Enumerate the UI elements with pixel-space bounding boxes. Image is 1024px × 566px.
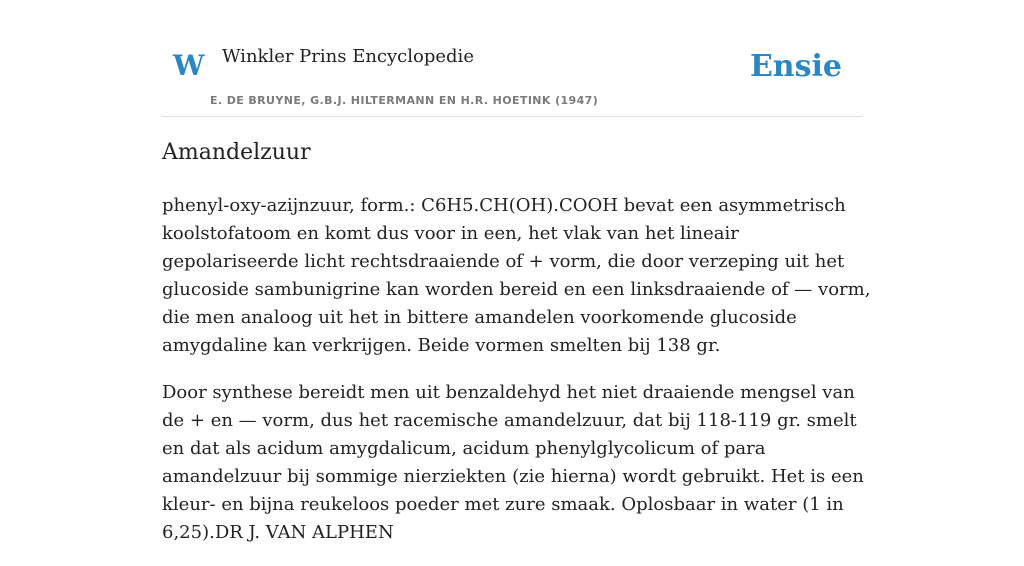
article-paragraph: Door synthese bereidt men uit benzaldehyd het niet draaiende mengsel van de + en — vorm, dus het racemische amandelzuur, dat bij 118-119 gr. smelt en dat als acidum amygdalicum, acidum phenylglycolicum of para amandelzuur bij sommige nierziekten (zie hierna) wordt gebruikt. Het is een kleur- en bijna reukeloos poeder met zure smaak. Oplosbaar in water (1 in 6,25).DR J. VAN ALPHEN — [162, 382, 864, 543]
site-header — [162, 0, 862, 117]
article-title: Amandelzuur — [162, 140, 311, 165]
publication-logo-icon[interactable]: W — [173, 49, 205, 82]
article-paragraph: phenyl-oxy-azijnzuur, form.: C6H5.CH(OH).COOH bevat een asymmetrisch koolstofatoom en komt dus voor in een, het vlak van het lineair gepolariseerde licht rechtsdraaiende of + vorm, die door verzeping uit het glucoside sambunigrine kan worden bereid en een linksdraaiende of — vorm, die men analoog uit het in bittere amandelen voorkomende glucoside amygdaline kan verkrijgen. Beide vormen smelten bij 138 gr. — [162, 195, 871, 356]
ensie-logo[interactable]: Ensie — [749, 49, 842, 84]
publication-authors: E. DE BRUYNE, G.B.J. HILTERMANN EN H.R. HOETINK (1947) — [210, 94, 599, 107]
publication-title[interactable]: Winkler Prins Encyclopedie — [222, 46, 474, 67]
article-body — [162, 192, 872, 566]
